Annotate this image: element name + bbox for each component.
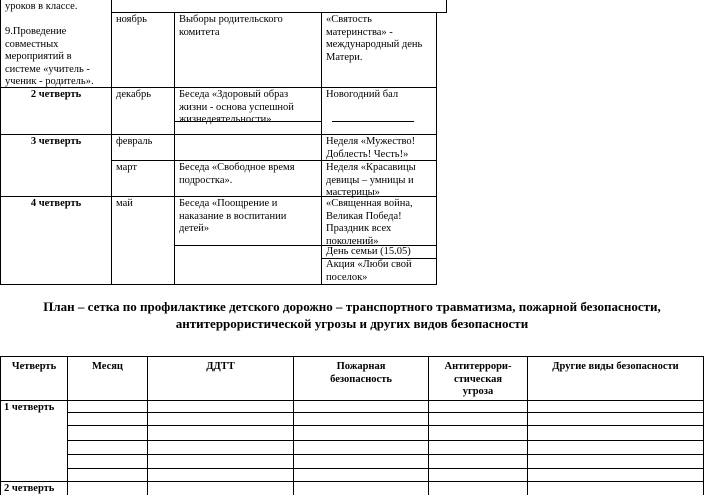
event-december: Беседа «Здоровый образ жизни - основа успешной жизнедеятельности» [179, 89, 294, 125]
section-title: План – сетка по профилактике детского дорожно – транспортного травматизма, пожарной безопасности, антитеррористической угрозы и других видов безопасности [43, 299, 661, 331]
other-february: Неделя «Мужество! Доблесть! Честь!» [326, 136, 416, 160]
other-november: «Святость материнства» - международный день Матери. [326, 14, 423, 63]
quarter-2: 2 четверть [30, 89, 82, 100]
header-quarter: Четверть [11, 361, 57, 372]
month-november: ноябрь [116, 14, 147, 25]
row-label-quarter-2: 2 четверть [4, 483, 55, 494]
other-family-day: День семьи (15.05) [326, 246, 411, 257]
event-may: Беседа «Поощрение и наказание в воспитании детей» [179, 198, 287, 234]
header-fire-safety: Пожарная безопасность [330, 361, 392, 385]
other-december: Новогодний бал [326, 89, 399, 100]
quarter-3: 3 четверть [30, 136, 82, 147]
header-antiterror: Антитеррори- стическая угроза [444, 361, 512, 397]
other-action: Акция «Люби свой поселок» [326, 259, 412, 283]
month-may: май [116, 198, 133, 209]
month-december: декабрь [116, 89, 151, 100]
month-march: март [116, 162, 137, 173]
header-month: Месяц [92, 361, 123, 372]
quarter-4: 4 четверть [30, 198, 82, 209]
event-march: Беседа «Свободное время подростка». [179, 162, 295, 186]
header-ddtt: ДДТТ [206, 361, 235, 372]
row-label-quarter-1: 1 четверть [4, 402, 55, 413]
header-other-safety: Другие виды безопасности [552, 361, 679, 372]
col1-text: уроков в классе. 9.Проведение совместных мероприятий в системе «учитель - ученик - родитель». [5, 1, 94, 87]
other-march: Неделя «Красавицы девицы – умницы и мастерицы» [326, 162, 416, 198]
month-february: февраль [116, 136, 153, 147]
other-may: «Священная война, Великая Победа! Праздник всех поколений» [326, 198, 413, 247]
event-november: Выборы родительского комитета [179, 14, 283, 38]
